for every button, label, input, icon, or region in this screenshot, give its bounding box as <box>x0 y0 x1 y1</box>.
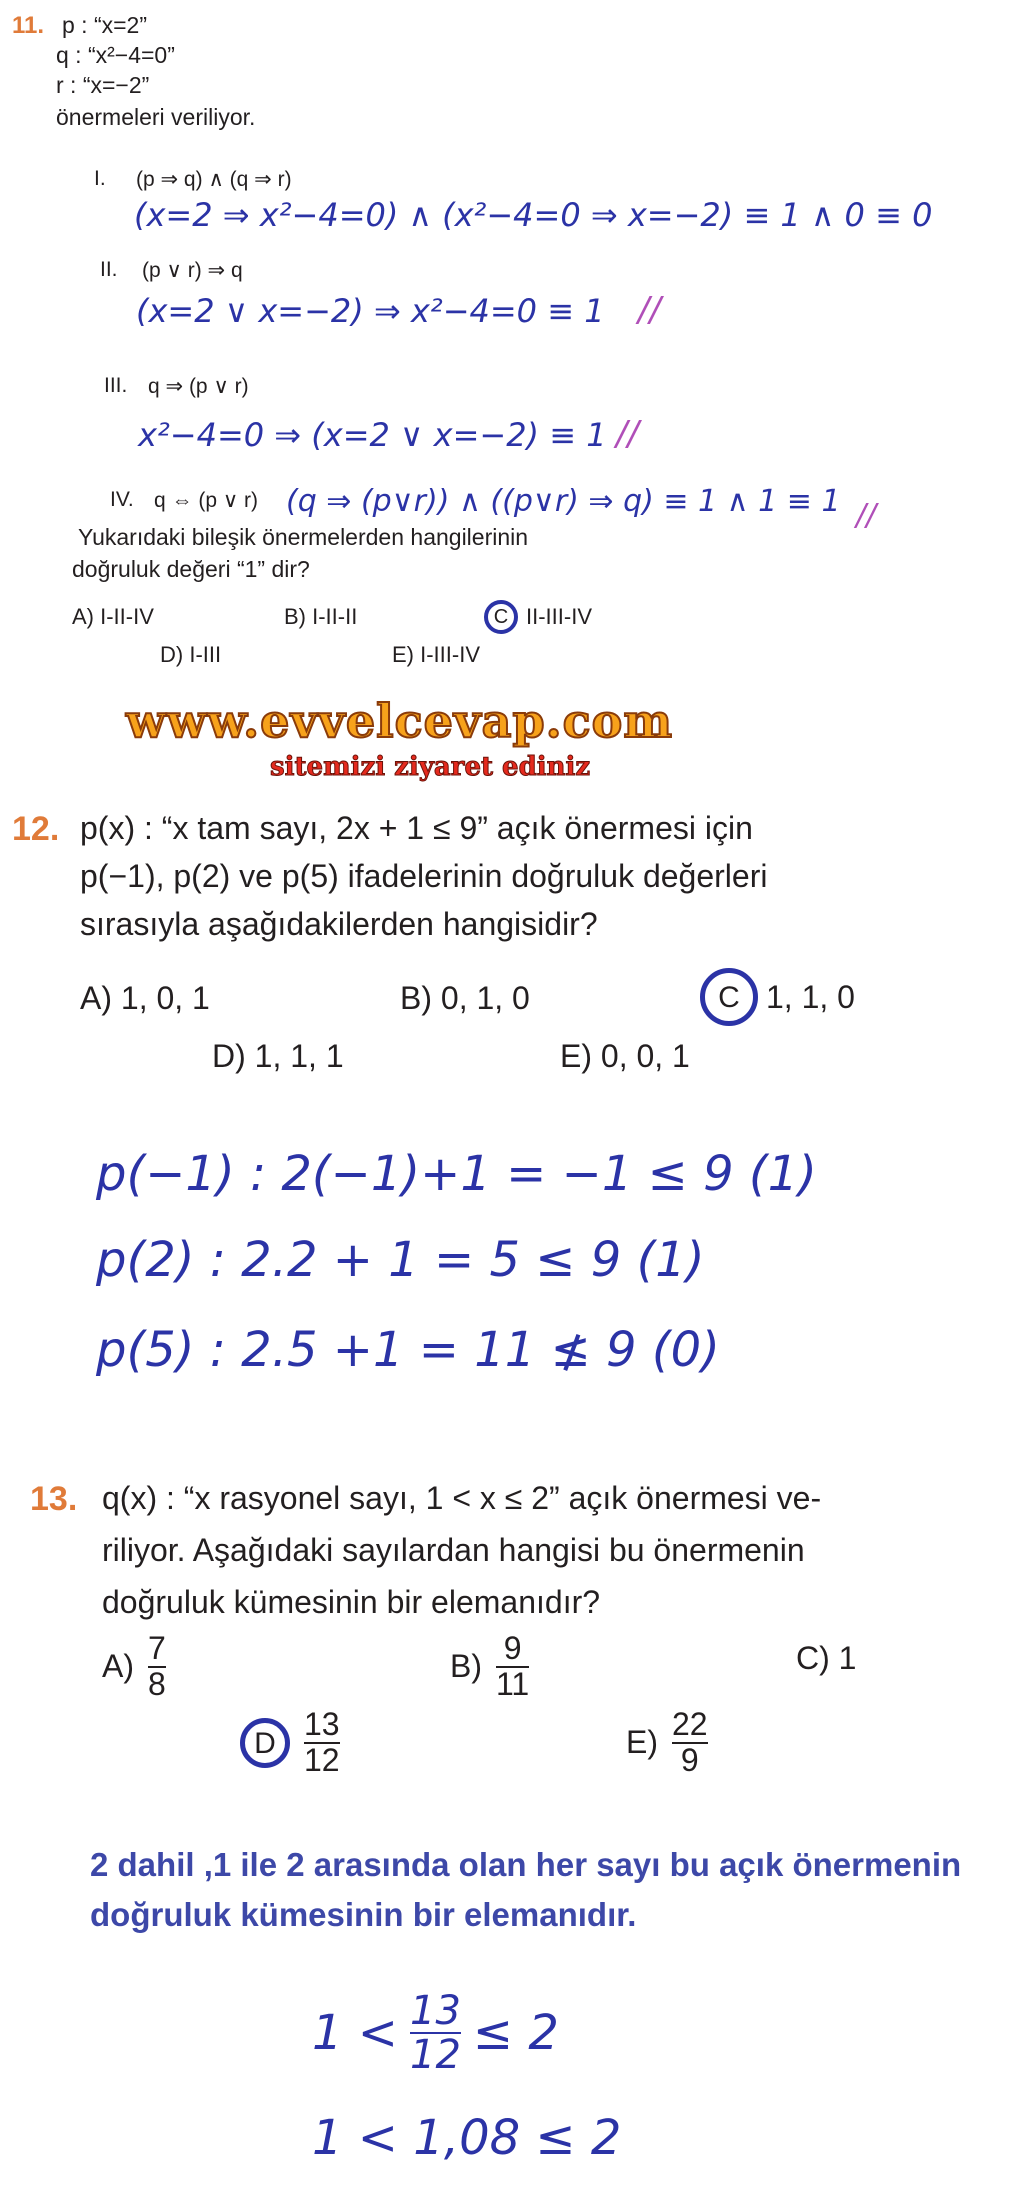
option-b[interactable]: B) 0, 1, 0 <box>400 980 530 1016</box>
option-e-fraction <box>672 1708 708 1777</box>
answer-circle-icon: D <box>240 1718 290 1768</box>
numerator: 7 <box>148 1630 166 1666</box>
option-d-selected[interactable] <box>240 1708 340 1777</box>
check-mark-icon: // <box>856 498 877 533</box>
denominator: 12 <box>304 1741 340 1778</box>
option-a[interactable]: A) I-II-IV <box>72 604 154 629</box>
item-expression-3: q ⇒ (p ∨ r) <box>148 375 249 398</box>
item-expression-4: q ⇔ (p ∨ r) <box>154 489 259 512</box>
watermark-slogan: sitemizi ziyaret ediniz <box>270 752 591 782</box>
question-text-line2: doğruluk değeri “1” dir? <box>72 556 310 582</box>
item-roman-4: IV. <box>110 488 134 511</box>
numerator: 22 <box>672 1706 708 1742</box>
option-e[interactable]: E) 0, 0, 1 <box>560 1038 690 1074</box>
option-c-text: II-III-IV <box>526 604 592 629</box>
handwritten-inequality-1: 1 < $\frac{13}{12}$ ≤ 2 <box>312 1988 559 2078</box>
denominator: 11 <box>496 1665 530 1702</box>
option-b-letter: B) <box>450 1648 482 1685</box>
option-b[interactable] <box>450 1632 529 1701</box>
option-e[interactable] <box>626 1708 708 1777</box>
check-mark-icon: // <box>616 414 639 454</box>
handwritten-fraction: $\frac{13}{12}$ <box>410 1988 461 2078</box>
item-roman-2: II. <box>100 258 118 281</box>
denominator: 8 <box>148 1665 166 1702</box>
option-a-letter: A) <box>102 1648 134 1685</box>
question-text-line1: q(x) : “x rasyonel sayı, 1 < x ≤ 2” açık önermesi ve- <box>102 1480 822 1516</box>
q-definition: q : “x²−4=0” <box>56 42 175 68</box>
check-mark-icon: // <box>638 290 661 330</box>
option-c-selected[interactable] <box>484 600 592 634</box>
option-c[interactable]: C) 1 <box>796 1640 857 1676</box>
handwritten-work-p-1: p(−1) : 2(−1)+1 = −1 ≤ 9 (1) <box>96 1146 817 1202</box>
p-definition: p : “x=2” <box>62 12 148 38</box>
handwritten-work-1: (x=2 ⇒ x²−4=0) ∧ (x²−4=0 ⇒ x=−2) ≡ 1 ∧ 0 ≡ 0 <box>134 196 933 234</box>
option-a-fraction <box>148 1632 166 1701</box>
item-roman-1: I. <box>94 167 106 190</box>
handwritten-work-2: (x=2 ∨ x=−2) ⇒ x²−4=0 ≡ 1 <box>136 292 605 330</box>
option-d-fraction <box>304 1708 340 1777</box>
question-text-line2: riliyor. Aşağıdaki sayılardan hangisi bu önermenin <box>102 1532 805 1568</box>
handwritten-work-3: x²−4=0 ⇒ (x=2 ∨ x=−2) ≡ 1 <box>138 416 607 454</box>
option-c-text: 1, 1, 0 <box>766 978 855 1015</box>
denominator: 9 <box>680 1741 699 1778</box>
option-e-letter: E) <box>626 1724 658 1761</box>
question-text-line2: p(−1), p(2) ve p(5) ifadelerinin doğruluk değerleri <box>80 858 768 894</box>
handwritten-work-p-3: p(5) : 2.5 +1 = 11 ≰ 9 (0) <box>96 1322 720 1378</box>
question-text-line3: sırasıyla aşağıdakilerden hangisidir? <box>80 906 598 942</box>
option-a[interactable]: A) 1, 0, 1 <box>80 980 210 1016</box>
handwritten-work-p-2: p(2) : 2.2 + 1 = 5 ≤ 9 (1) <box>96 1232 705 1288</box>
explanation-note-line1: 2 dahil ,1 ile 2 arasında olan her sayı bu açık önermenin <box>90 1846 962 1883</box>
option-a[interactable] <box>102 1632 166 1701</box>
option-c-selected[interactable] <box>700 968 855 1026</box>
question-text-line1: p(x) : “x tam sayı, 2x + 1 ≤ 9” açık önermesi için <box>80 810 753 846</box>
intro-text: önermeleri veriliyor. <box>56 104 256 130</box>
numerator: 13 <box>304 1706 340 1742</box>
option-b-fraction <box>496 1632 529 1701</box>
option-d[interactable]: D) 1, 1, 1 <box>212 1038 344 1074</box>
answer-circle-icon: C <box>700 968 758 1026</box>
handwritten-inequality-2: 1 < 1,08 ≤ 2 <box>312 2110 622 2166</box>
question-number: 12. <box>12 810 60 848</box>
item-roman-3: III. <box>104 374 128 397</box>
r-definition: r : “x=−2” <box>56 72 150 98</box>
numerator: 9 <box>503 1630 522 1666</box>
question-text-line3: doğruluk kümesinin bir elemanıdır? <box>102 1584 601 1620</box>
option-b[interactable]: B) I-II-II <box>284 604 358 629</box>
question-number: 11. <box>12 12 45 39</box>
explanation-note-line2: doğruluk kümesinin bir elemanıdır. <box>90 1896 637 1933</box>
handwritten-work-4: (q ⇒ (p∨r)) ∧ ((p∨r) ⇒ q) ≡ 1 ∧ 1 ≡ 1 <box>286 484 841 519</box>
item-expression-1: (p ⇒ q) ∧ (q ⇒ r) <box>136 168 292 191</box>
question-text-line1: Yukarıdaki bileşik önermelerden hangilerinin <box>78 524 529 550</box>
option-e[interactable]: E) I-III-IV <box>392 642 480 667</box>
watermark-site-logo: www.evvelcevap.com <box>126 694 673 748</box>
option-d[interactable]: D) I-III <box>160 642 222 667</box>
item-expression-2: (p ∨ r) ⇒ q <box>142 259 243 282</box>
answer-circle-icon: C <box>484 600 518 634</box>
question-number: 13. <box>30 1480 78 1518</box>
